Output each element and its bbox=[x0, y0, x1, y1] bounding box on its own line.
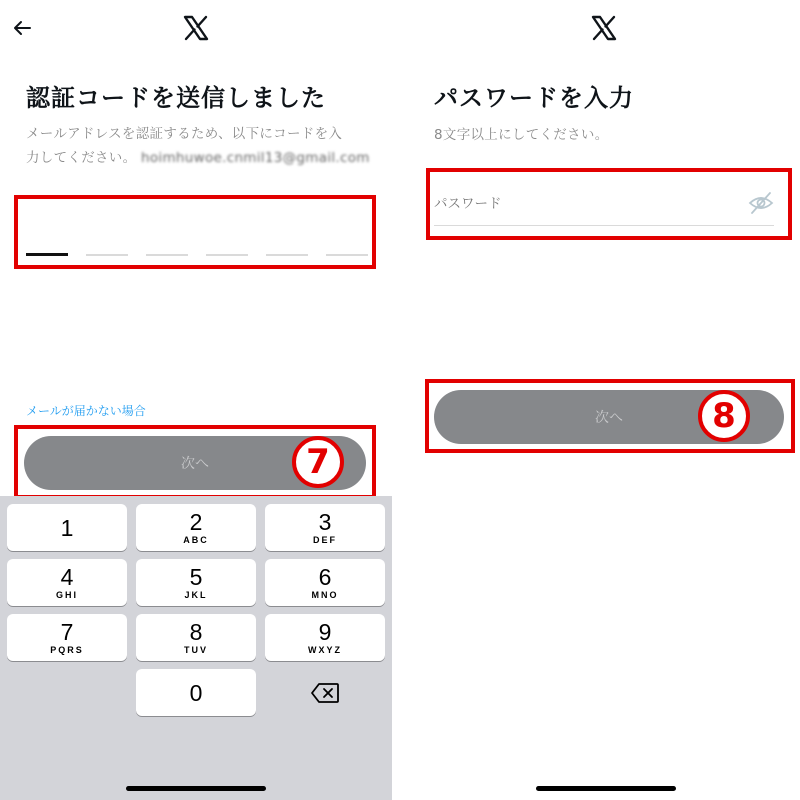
code-digit-slot[interactable] bbox=[146, 254, 188, 256]
key-letters: GHI bbox=[55, 590, 78, 600]
eye-off-icon[interactable] bbox=[748, 190, 774, 216]
home-indicator bbox=[126, 786, 266, 791]
next-button[interactable]: 次へ bbox=[24, 436, 366, 490]
step-badge: 8 bbox=[698, 390, 750, 442]
key-letters: ABC bbox=[183, 535, 209, 545]
key-4[interactable] bbox=[7, 559, 127, 606]
key-letters: PQRS bbox=[50, 645, 84, 655]
key-digit: 4 bbox=[60, 564, 74, 590]
x-logo-icon bbox=[590, 14, 618, 42]
key-digit: 9 bbox=[318, 619, 332, 645]
home-indicator bbox=[536, 786, 676, 791]
key-0[interactable] bbox=[136, 669, 256, 716]
resend-help-link[interactable]: メールが届かない場合 bbox=[26, 404, 146, 418]
key-digit: 7 bbox=[60, 619, 74, 645]
x-logo-icon bbox=[182, 14, 210, 42]
key-digit: 1 bbox=[60, 514, 74, 541]
code-digit-slot[interactable] bbox=[266, 254, 308, 256]
page-subtitle: 8文字以上にしてください。 bbox=[434, 127, 609, 143]
key-3[interactable] bbox=[265, 504, 385, 551]
key-digit: 3 bbox=[318, 509, 332, 535]
verification-code-screen bbox=[0, 0, 392, 800]
key-letters: TUV bbox=[184, 645, 208, 655]
key-2[interactable] bbox=[136, 504, 256, 551]
step-badge: 7 bbox=[292, 436, 344, 488]
key-digit: 8 bbox=[189, 619, 203, 645]
key-1[interactable] bbox=[7, 504, 127, 551]
code-digit-slot[interactable] bbox=[206, 254, 248, 256]
next-button[interactable]: 次へ bbox=[434, 390, 784, 444]
key-letters: DEF bbox=[313, 535, 337, 545]
key-digit: 0 bbox=[189, 679, 203, 706]
password-placeholder: パスワード bbox=[434, 196, 502, 212]
panel-divider bbox=[392, 0, 408, 800]
backspace-icon bbox=[310, 682, 340, 704]
code-digit-slot[interactable] bbox=[26, 253, 68, 256]
key-5[interactable] bbox=[136, 559, 256, 606]
key-digit: 5 bbox=[189, 564, 203, 590]
key-blank bbox=[7, 669, 127, 716]
subtitle-text-line2: 力してください。 bbox=[26, 150, 137, 166]
code-input-highlight bbox=[14, 195, 376, 269]
page-title: パスワードを入力 bbox=[434, 84, 634, 112]
password-screen bbox=[408, 0, 800, 800]
page-subtitle bbox=[26, 122, 371, 170]
password-field[interactable] bbox=[434, 180, 774, 226]
key-6[interactable] bbox=[265, 559, 385, 606]
email-address: hoimhuwoe.cnmil13@gmail.com bbox=[141, 150, 370, 166]
page-title: 認証コードを送信しました bbox=[26, 84, 326, 112]
key-delete[interactable] bbox=[265, 669, 385, 716]
key-7[interactable] bbox=[7, 614, 127, 661]
numeric-keypad bbox=[0, 496, 392, 800]
back-arrow-icon[interactable] bbox=[8, 14, 36, 42]
key-digit: 6 bbox=[318, 564, 332, 590]
code-digit-slot[interactable] bbox=[86, 254, 128, 256]
key-8[interactable] bbox=[136, 614, 256, 661]
key-letters: JKL bbox=[184, 590, 208, 600]
subtitle-text-line1: メールアドレスを認証するため、以下にコードを入 bbox=[26, 126, 343, 142]
key-letters: WXYZ bbox=[308, 645, 342, 655]
code-digit-slot[interactable] bbox=[326, 254, 368, 256]
key-9[interactable] bbox=[265, 614, 385, 661]
key-letters: MNO bbox=[311, 590, 339, 600]
key-digit: 2 bbox=[189, 509, 203, 535]
